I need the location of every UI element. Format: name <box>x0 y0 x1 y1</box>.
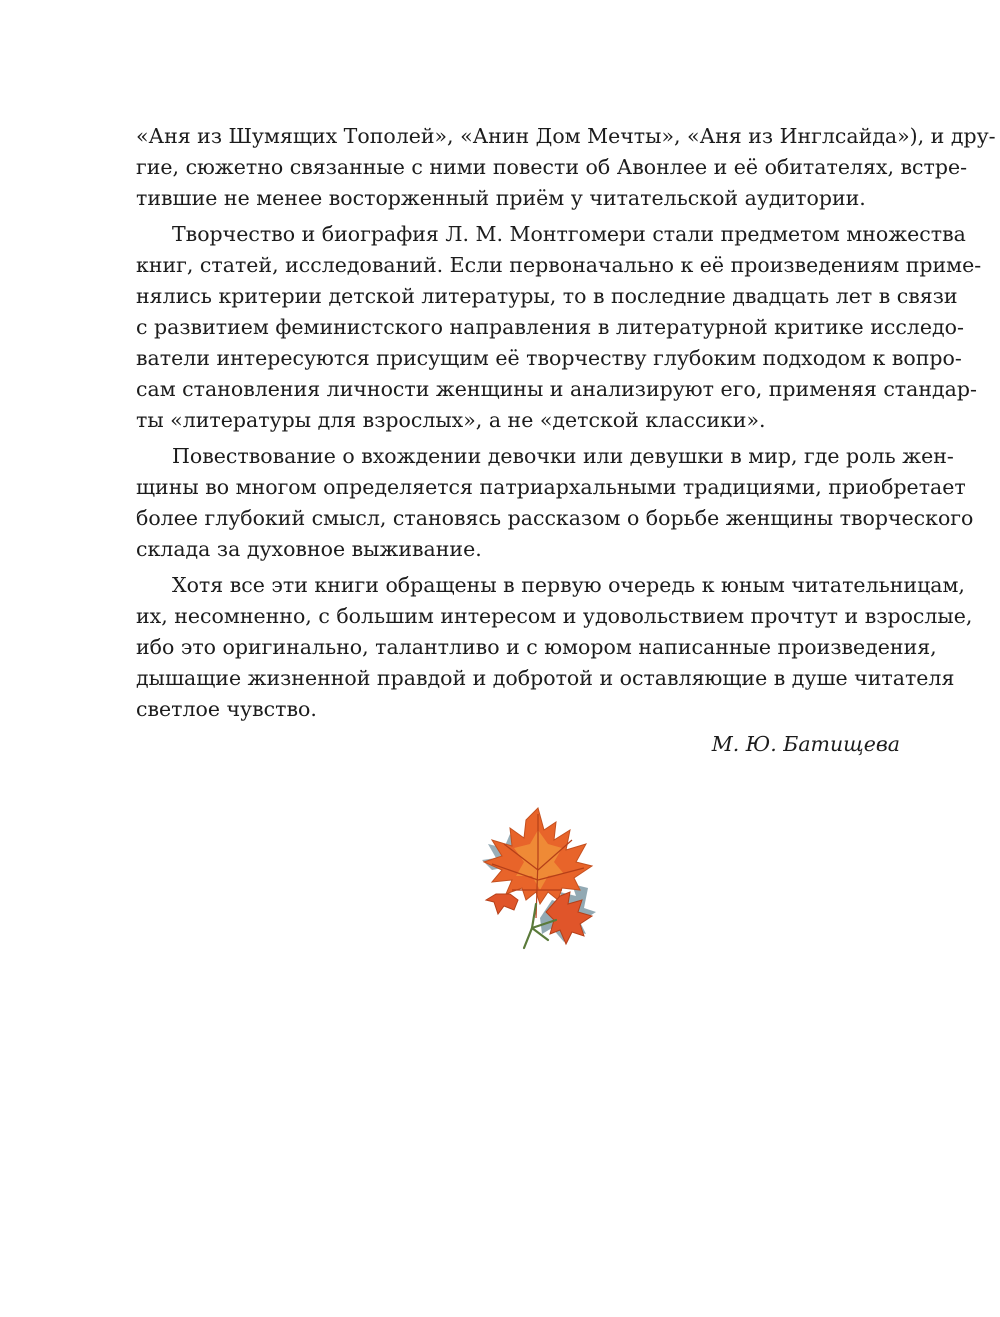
text-line: ватели интересуются присущим её творчеству глубоким подходом к вопро- <box>136 346 962 370</box>
text-line: дышащие жизненной правдой и добротой и оставляющие в душе читателя <box>136 666 955 690</box>
author-signature: М. Ю. Батищева <box>711 732 900 756</box>
text-line: сам становления личности женщины и анализируют его, применяя стандар- <box>136 377 977 401</box>
text-line: светлое чувство. <box>136 697 317 721</box>
maple-leaf-icon <box>452 800 612 960</box>
text-line: ты «литературы для взрослых», а не «детской классики». <box>136 408 766 432</box>
text-line: более глубокий смысл, становясь рассказом о борьбе женщины творческого <box>136 506 974 530</box>
text-line: Повествование о вхождении девочки или девушки в мир, где роль жен- <box>172 444 954 468</box>
text-line: тившие не менее восторженный приём у читательской аудитории. <box>136 186 866 210</box>
text-line: книг, статей, исследований. Если первоначально к её произведениям приме- <box>136 253 982 277</box>
text-line: их, несомненно, с большим интересом и удовольствием прочтут и взрослые, <box>136 604 973 628</box>
text-line: с развитием феминистского направления в литературной критике исследо- <box>136 315 964 339</box>
body-text <box>136 121 996 760</box>
paragraph <box>136 121 996 214</box>
text-line: гие, сюжетно связанные с ними повести об Авонлее и её обитателях, встре- <box>136 155 968 179</box>
paragraph <box>136 570 973 725</box>
paragraph <box>136 441 974 565</box>
text-line: склада за духовное выживание. <box>136 537 482 561</box>
text-line: щины во многом определяется патриархальными традициями, приобретает <box>136 475 966 499</box>
text-line: ибо это оригинально, талантливо и с юмором написанные произведения, <box>136 635 937 659</box>
paragraph <box>136 219 982 436</box>
text-line: Хотя все эти книги обращены в первую очередь к юным читательницам, <box>172 573 965 597</box>
text-line: нялись критерии детской литературы, то в последние двадцать лет в связи <box>136 284 958 308</box>
text-line: Творчество и биография Л. М. Монтгомери стали предметом множества <box>172 222 966 246</box>
text-line: «Аня из Шумящих Тополей», «Анин Дом Мечты», «Аня из Инглсайда»), и дру- <box>136 124 996 148</box>
